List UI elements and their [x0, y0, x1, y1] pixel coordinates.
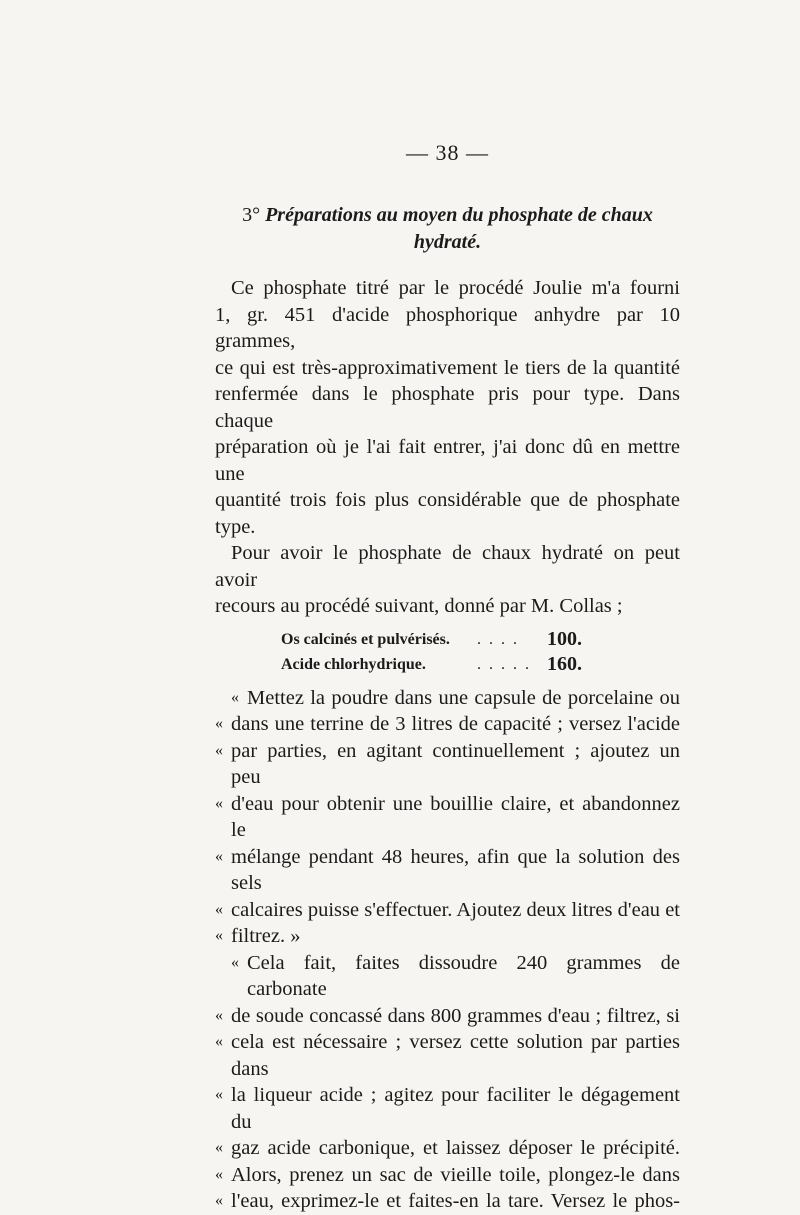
- ingredient-value: 160.: [547, 652, 582, 675]
- quote-mark: «: [231, 688, 239, 706]
- text-line: Ce phosphate titré par le procédé Joulie m'a fourni: [231, 277, 680, 299]
- quote-line: [215, 711, 680, 738]
- quote-block-2: [215, 950, 680, 1215]
- quote-line: [215, 950, 680, 1003]
- quote-mark: «: [215, 1192, 223, 1209]
- quote-text: mélange pendant 48 heures, afin que la solution des sels: [231, 845, 680, 894]
- quote-text: la liqueur acide ; agitez pour faciliter le dégagement du: [231, 1084, 680, 1133]
- book-page: [215, 140, 680, 1215]
- quote-mark: «: [215, 1033, 223, 1050]
- quote-line: [215, 1188, 680, 1215]
- quote-line: [215, 1162, 680, 1189]
- quote-mark: «: [215, 900, 223, 918]
- quote-text: gaz acide carbonique, et laissez déposer le précipité.: [231, 1137, 680, 1159]
- leader-dots: . . . . .: [477, 655, 531, 673]
- page-number: — 38 —: [406, 140, 489, 165]
- quote-line: [215, 738, 680, 791]
- quote-mark: «: [215, 794, 223, 812]
- quote-block-1: [215, 685, 680, 950]
- ingredient-value: 100.: [547, 627, 582, 650]
- quote-text: Mettez la poudre dans une capsule de porcelaine ou: [247, 686, 680, 709]
- quote-text: dans une terrine de 3 litres de capacité ; versez l'acide: [231, 713, 680, 735]
- quote-line: [215, 1029, 680, 1082]
- ingredients-table: [215, 627, 680, 677]
- quote-mark: «: [215, 741, 223, 759]
- text-line: préparation où je l'ai fait entrer, j'ai donc dû en mettre une: [215, 436, 680, 485]
- quote-line: [215, 685, 680, 712]
- quote-text: Alors, prenez un sac de vieille toile, plongez-le dans: [231, 1163, 680, 1186]
- quote-mark: «: [215, 715, 223, 732]
- text-line: ce qui est très-approximativement le tiers de la quantité: [215, 356, 680, 379]
- ingredient-label: Acide chlorhydrique.: [281, 655, 426, 673]
- text-line: quantité trois fois plus considérable que de phosphate type.: [215, 489, 680, 538]
- quote-text: calcaires puisse s'effectuer. Ajoutez deux litres d'eau et: [231, 898, 680, 921]
- quote-mark: «: [215, 1006, 223, 1024]
- quote-line: [215, 1135, 680, 1162]
- quote-mark: «: [215, 1165, 223, 1183]
- ingredient-label: Os calcinés et pulvérisés.: [281, 630, 450, 648]
- quote-text: de soude concassé dans 800 grammes d'eau ; filtrez, si: [231, 1004, 680, 1027]
- quote-mark: «: [215, 1139, 223, 1156]
- quote-line: [215, 923, 680, 950]
- table-row: [215, 652, 680, 677]
- quote-mark: «: [215, 847, 223, 865]
- quote-mark: «: [215, 927, 223, 944]
- leader-dots: . . . .: [477, 630, 519, 648]
- quote-text: l'eau, exprimez-le et faites-en la tare. Versez le phos-: [231, 1190, 680, 1212]
- heading-title: Préparations au moyen du phosphate de chaux: [265, 204, 653, 226]
- text-line: recours au procédé suivant, donné par M. Collas ;: [215, 595, 623, 617]
- quote-line: [215, 1082, 680, 1135]
- quote-line: [215, 791, 680, 844]
- paragraph-1: [215, 275, 680, 540]
- quote-line: [215, 844, 680, 897]
- quote-text: filtrez. »: [231, 925, 301, 947]
- quote-line: [215, 1003, 680, 1030]
- section-heading: [215, 202, 680, 256]
- quote-line: [215, 897, 680, 924]
- text-line: Pour avoir le phosphate de chaux hydraté on peut avoir: [215, 542, 680, 591]
- heading-number: 3°: [242, 204, 261, 226]
- heading-line-1: [215, 202, 680, 229]
- heading-line-2: hydraté.: [413, 231, 482, 253]
- paragraph-2: [215, 540, 680, 620]
- quote-text: Cela fait, faites dissoudre 240 grammes de carbonate: [247, 951, 680, 1000]
- quote-text: d'eau pour obtenir une bouillie claire, et abandonnez le: [231, 792, 680, 841]
- quote-mark: «: [231, 953, 239, 971]
- text-line: 1, gr. 451 d'acide phosphorique anhydre par 10 grammes,: [215, 303, 680, 352]
- text-line: renfermée dans le phosphate pris pour type. Dans chaque: [215, 383, 680, 432]
- quote-mark: «: [215, 1086, 223, 1103]
- quote-text: par parties, en agitant continuellement ; ajoutez un peu: [231, 739, 680, 788]
- table-row: [215, 627, 680, 652]
- quote-text: cela est nécessaire ; versez cette solution par parties dans: [231, 1031, 680, 1080]
